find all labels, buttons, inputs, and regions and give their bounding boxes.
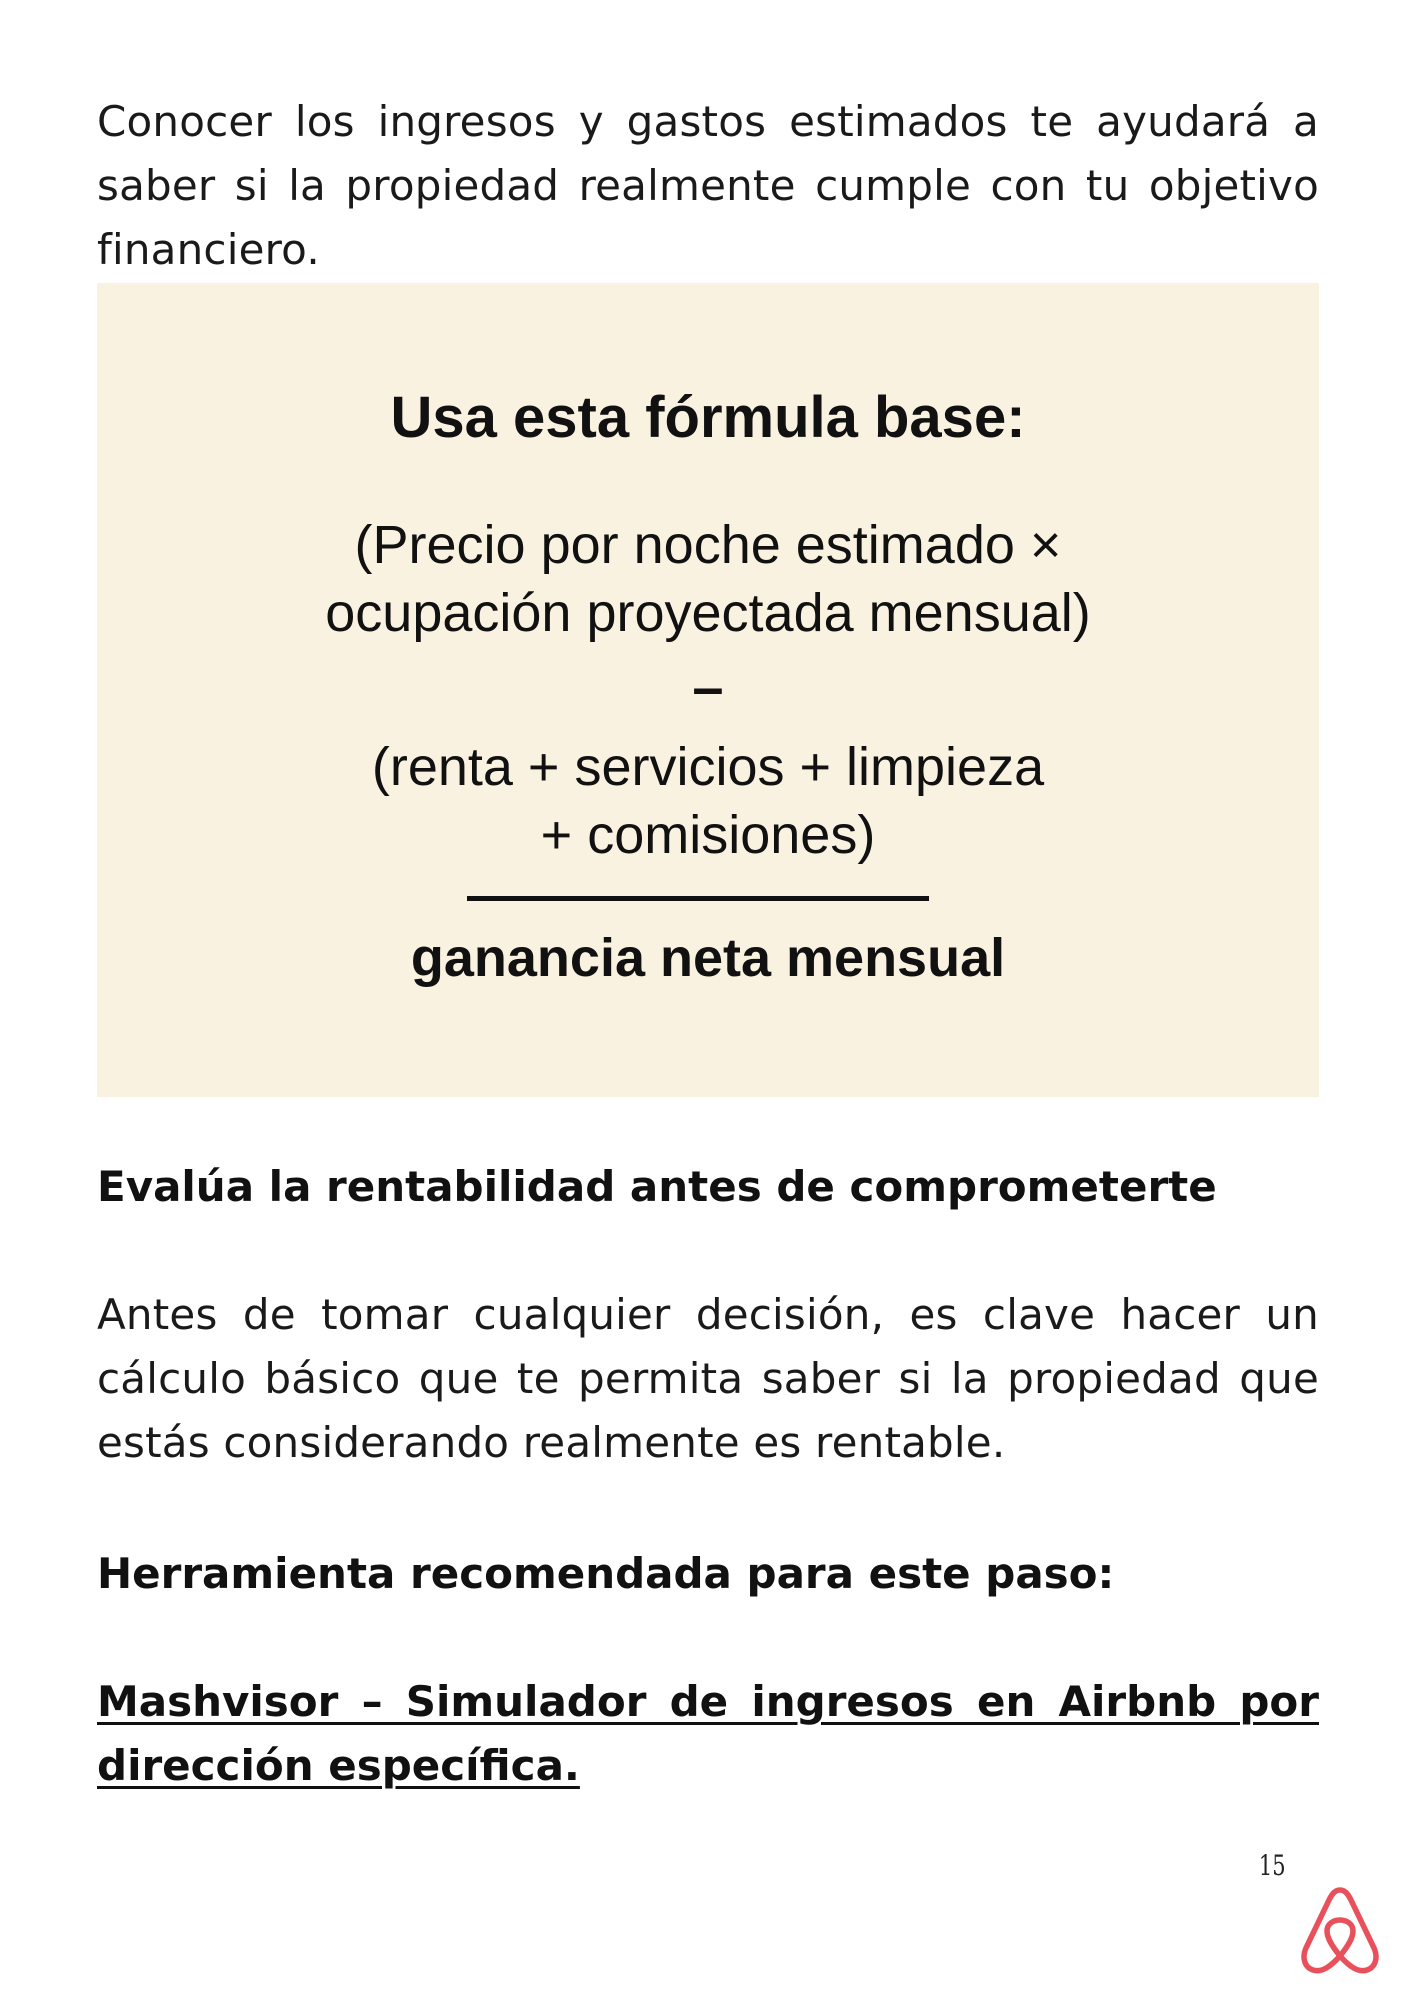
formula-title: Usa esta fórmula base: bbox=[390, 385, 1026, 450]
formula-line-3: (renta + servicios + limpieza bbox=[371, 737, 1045, 797]
tool-heading: Herramienta recomendada para este paso: bbox=[97, 1549, 1115, 1598]
formula-result: ganancia neta mensual bbox=[410, 928, 1006, 988]
formula-minus-operator: – bbox=[692, 655, 724, 718]
page-number: 15 bbox=[1259, 1849, 1286, 1882]
formula-divider bbox=[467, 896, 929, 901]
intro-paragraph: Conocer los ingresos y gastos estimados te ayudará a saber si la propiedad realmente cumple con tu objetivo financiero. bbox=[97, 97, 1319, 274]
section-body: Antes de tomar cualquier decisión, es clave hacer un cálculo básico que te permita saber si la propiedad que estás considerando realmente es rentable. bbox=[97, 1290, 1319, 1467]
formula-box bbox=[97, 283, 1319, 1097]
section-heading: Evalúa la rentabilidad antes de comprometerte bbox=[97, 1162, 1217, 1211]
formula-line-2: ocupación proyectada mensual) bbox=[325, 583, 1091, 643]
formula-line-4: + comisiones) bbox=[540, 805, 876, 865]
formula-line-1: (Precio por noche estimado × bbox=[354, 515, 1062, 575]
mashvisor-link[interactable]: Mashvisor – Simulador de ingresos en Airbnb por dirección específica. bbox=[97, 1677, 1319, 1790]
airbnb-logo-icon bbox=[1298, 1886, 1382, 1974]
